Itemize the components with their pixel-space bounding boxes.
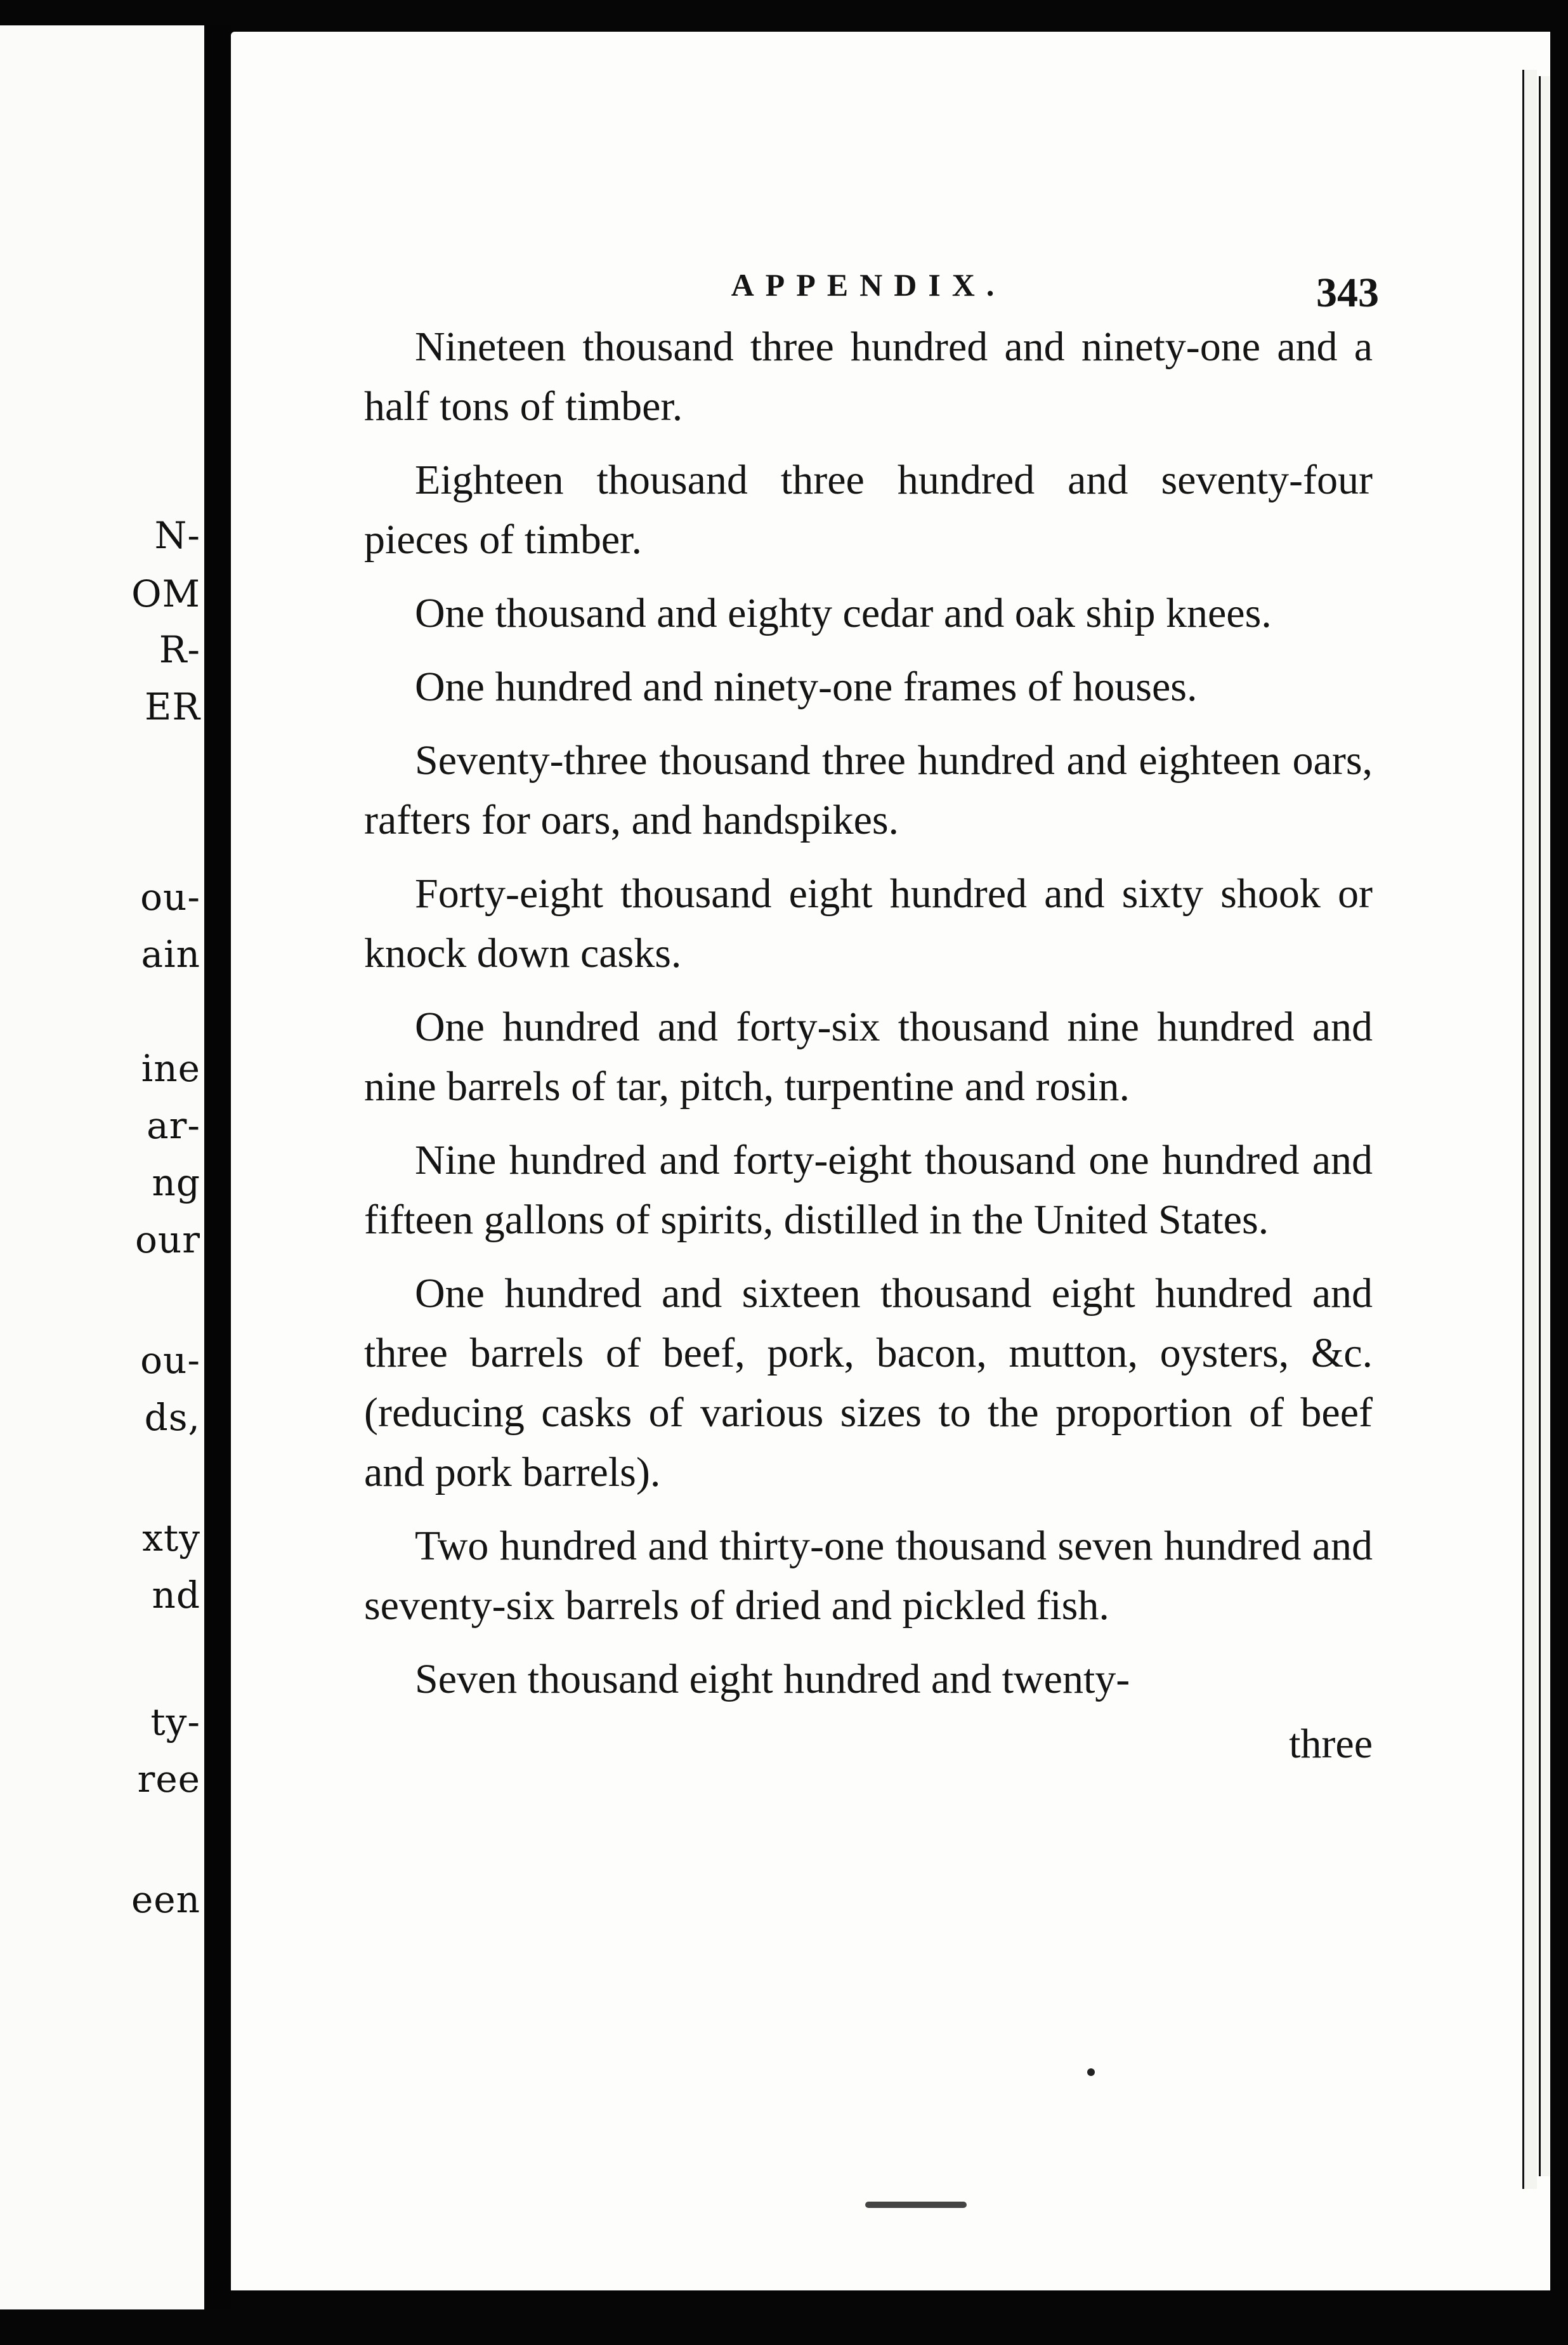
paragraph: Two hundred and thirty-one thousand seven hundred and seventy-six barrels of dried and pickled fish. <box>364 1523 1373 1629</box>
facing-page-text: ar- <box>147 1104 200 1147</box>
book-page <box>231 32 1550 2290</box>
paragraph: Seven thousand eight hundred and twenty- <box>415 1656 1130 1702</box>
paragraph: One hundred and ninety-one frames of houses. <box>415 664 1198 710</box>
facing-page-text: ds, <box>144 1396 200 1439</box>
facing-page-text: ine <box>141 1047 200 1090</box>
facing-page-text: ain <box>141 933 200 976</box>
paragraph: One thousand and eighty cedar and oak ship knees. <box>415 590 1272 636</box>
page-body <box>364 241 1379 1774</box>
scan-speck <box>1087 2068 1095 2076</box>
scan-smudge <box>865 2202 967 2208</box>
facing-page-text: ree <box>137 1757 200 1801</box>
facing-page-text: N- <box>154 514 200 557</box>
book-gutter <box>204 25 231 2309</box>
running-title: APPENDIX. <box>731 267 1006 303</box>
paragraph: Eighteen thousand three hundred and seventy-four pieces of timber. <box>364 457 1373 563</box>
facing-page-text: OM <box>131 572 200 615</box>
paragraph: Nineteen thousand three hundred and ninety-one and a half tons of timber. <box>364 324 1373 430</box>
facing-page-text: xty <box>142 1516 200 1560</box>
facing-page-text: een <box>131 1878 200 1921</box>
facing-page-text: our <box>135 1218 200 1261</box>
paragraph: One hundred and forty-six thousand nine hundred and nine barrels of tar, pitch, turpentine and rosin. <box>364 1004 1373 1110</box>
page-number: 343 <box>1316 270 1379 316</box>
paragraph: Seventy-three thousand three hundred and eighteen oars, rafters for oars, and handspikes. <box>364 737 1373 843</box>
facing-page-text: R- <box>159 628 200 671</box>
running-head <box>364 241 1379 317</box>
paragraph: Forty-eight thousand eight hundred and sixty shook or knock down casks. <box>364 870 1373 976</box>
paragraph: Nine hundred and forty-eight thousand one hundred and fifteen gallons of spirits, distilled in the United States. <box>364 1137 1373 1243</box>
facing-page-text: nd <box>152 1573 200 1617</box>
facing-page-text: ty- <box>150 1700 200 1744</box>
facing-page-text: ou- <box>140 876 200 919</box>
facing-page-text: ER <box>144 685 200 728</box>
facing-page-text: ng <box>152 1161 200 1204</box>
page-edge <box>1522 70 1537 2189</box>
facing-page-fragment <box>0 25 204 2309</box>
facing-page-text: ou- <box>140 1339 200 1382</box>
paragraph: One hundred and sixteen thousand eight hundred and three barrels of beef, pork, bacon, mutton, oysters, &c. (reducing casks of various sizes to the proportion of beef and pork barrels). <box>364 1270 1373 1495</box>
page-edge <box>1539 76 1550 2176</box>
catchword: three <box>1289 1721 1373 1767</box>
paragraph-list <box>364 317 1373 1709</box>
